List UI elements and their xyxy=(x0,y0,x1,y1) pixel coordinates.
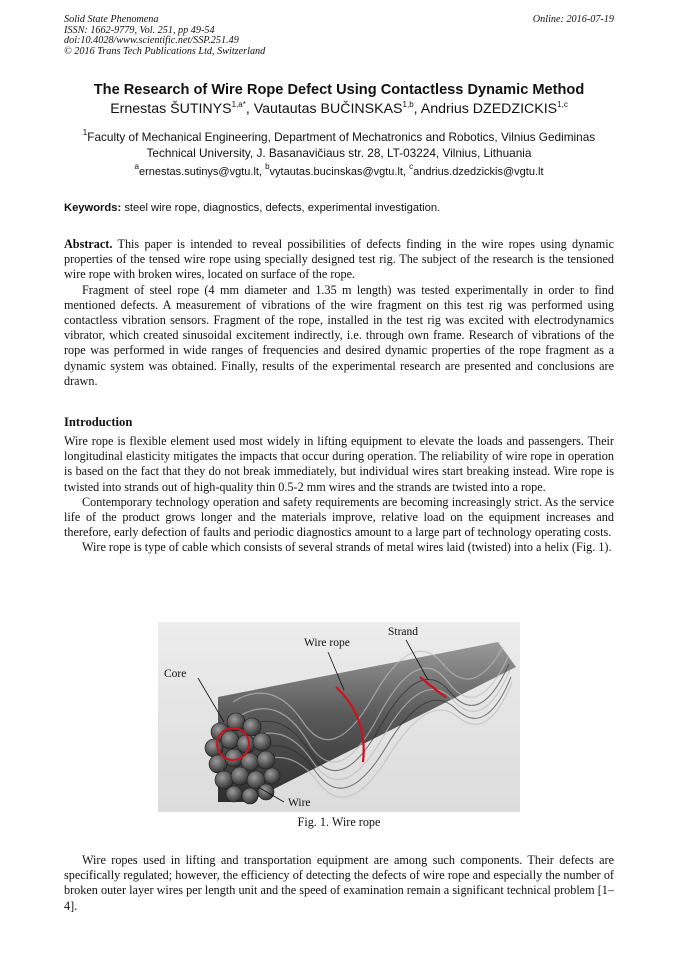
intro-paragraph-2: Contemporary technology operation and safety requirements are becoming increasingly strict. As the service life of the product grows longer and the materials improve, relative load on the equipment increases and therefore, early defection of faults and periodic diagnostics amount to a large part of technology operating costs. xyxy=(64,494,614,540)
email-link[interactable]: ernestas.sutinys@vgtu.lt, xyxy=(138,166,263,178)
keywords-label: Keywords: xyxy=(64,202,122,214)
email-link[interactable]: andrius.dzedzickis@vgtu.lt xyxy=(413,166,544,178)
keywords xyxy=(64,202,624,214)
author-emails xyxy=(40,162,638,178)
abstract-paragraph-2: Fragment of steel rope (4 mm diameter and 1.35 m length) was tested experimentally in order to find mentioned defects. A measurement of vibrations of the wire fragment on this test rig was performed using contactless vibration sensors. Fragment of the rope, installed in the test rig was excited with electrodynamics vibrator, which created sinusoidal excitement indirectly, i.e. through own frame. Research of vibrations of the rope was performed in wide ranges of frequencies and desired dynamic properties of the rope fragment as a dynamic system was obtained. Finally, results of the experimental research are presented and conclusions are drawn. xyxy=(64,282,614,388)
final-paragraph-section xyxy=(64,853,614,914)
author-name: Vautautas BUČINSKAS xyxy=(253,101,403,117)
abstract-section xyxy=(64,237,614,389)
affiliation xyxy=(60,130,618,161)
online-date: Online: 2016-07-19 xyxy=(532,14,614,25)
affiliation-text: Faculty of Mechanical Engineering, Department of Mechatronics and Robotics, Vilnius Gediminas Technical University, J. Basanavičiaus str. 28, LT-03224, Vilnius, Lithuania xyxy=(87,130,596,160)
abstract-paragraph-1 xyxy=(64,237,614,283)
email-link[interactable]: vytautas.bucinskas@vgtu.lt, xyxy=(269,166,407,178)
introduction-section xyxy=(64,434,614,556)
email-sup: c xyxy=(409,162,414,171)
figure-label-wire: Wire xyxy=(288,797,311,809)
author-sup: 1,a* xyxy=(231,100,246,109)
author-sup: 1,b xyxy=(402,100,414,109)
copyright-line: © 2016 Trans Tech Publications Ltd, Switzerland xyxy=(64,45,266,57)
journal-name: Solid State Phenomena xyxy=(64,14,159,25)
introduction-heading: Introduction xyxy=(64,415,133,429)
author-name: Andrius DZEDZICKIS xyxy=(420,101,558,117)
figure-caption: Fig. 1. Wire rope xyxy=(297,815,381,829)
final-paragraph: Wire ropes used in lifting and transportation equipment are among such components. Their defects are specifically regulated; however, the efficiency of detecting the defects of wire rope and especially the number of broken outer layer wires per length unit and the speed of examination remain a significant technical problem [1–4]. xyxy=(64,853,614,913)
author-name: Ernestas ŠUTINYS xyxy=(110,101,232,117)
author-list: Ernestas $ŠUTINYS^{1,a*}$, Vautautas BUČINSKAS$^{1,b}$, Andrius DZEDZICKIS$^{1,c}$ xyxy=(110,100,568,117)
paper-title: The Research of Wire Rope Defect Using Contactless Dynamic Method xyxy=(93,82,585,98)
wire-rope-illustration xyxy=(158,622,520,812)
figure-label-core: Core xyxy=(164,668,187,680)
keywords-text: steel wire rope, diagnostics, defects, experimental investigation. xyxy=(124,202,441,214)
intro-paragraph-3: Wire rope is type of cable which consists of several strands of metal wires laid (twisted) into a helix (Fig. 1). xyxy=(82,540,612,555)
affiliation-sup: 1 xyxy=(82,128,88,137)
journal-header xyxy=(64,15,265,57)
email-sup: b xyxy=(265,162,270,171)
doi-line[interactable]: doi:10.4028/www.scientific.net/SSP.251.49 xyxy=(64,35,239,47)
author-sup: 1,c xyxy=(557,100,568,109)
issn-line: ISSN: 1662-9779, Vol. 251, pp 49-54 xyxy=(64,24,215,36)
email-sup: a xyxy=(134,162,139,171)
figure-label-wire-rope: Wire rope xyxy=(304,637,350,649)
wire-rope-figure xyxy=(158,622,520,812)
intro-paragraph-1: Wire rope is flexible element used most widely in lifting equipment to elevate the loads and passengers. Their longitudinal elasticity mitigates the impacts that occur during operation. The reliability of wire rope in operation is based on the fact that they do not break immediately, but individual wires start breaking instead. Wire rope is twisted into strands out of high-quality thin 0.5-2 mm wires and the strands are twisted into a rope. xyxy=(64,434,614,494)
abstract-label: Abstract. xyxy=(64,237,113,251)
figure-label-strand: Strand xyxy=(388,626,419,638)
abstract-text: This paper is intended to reveal possibilities of defects finding in the wire ropes using dynamic properties of the tensed wire rope using specially designed test rig. The subject of the research is the tensioned wire rope with broken wires, located on surface of the rope. xyxy=(64,237,615,282)
